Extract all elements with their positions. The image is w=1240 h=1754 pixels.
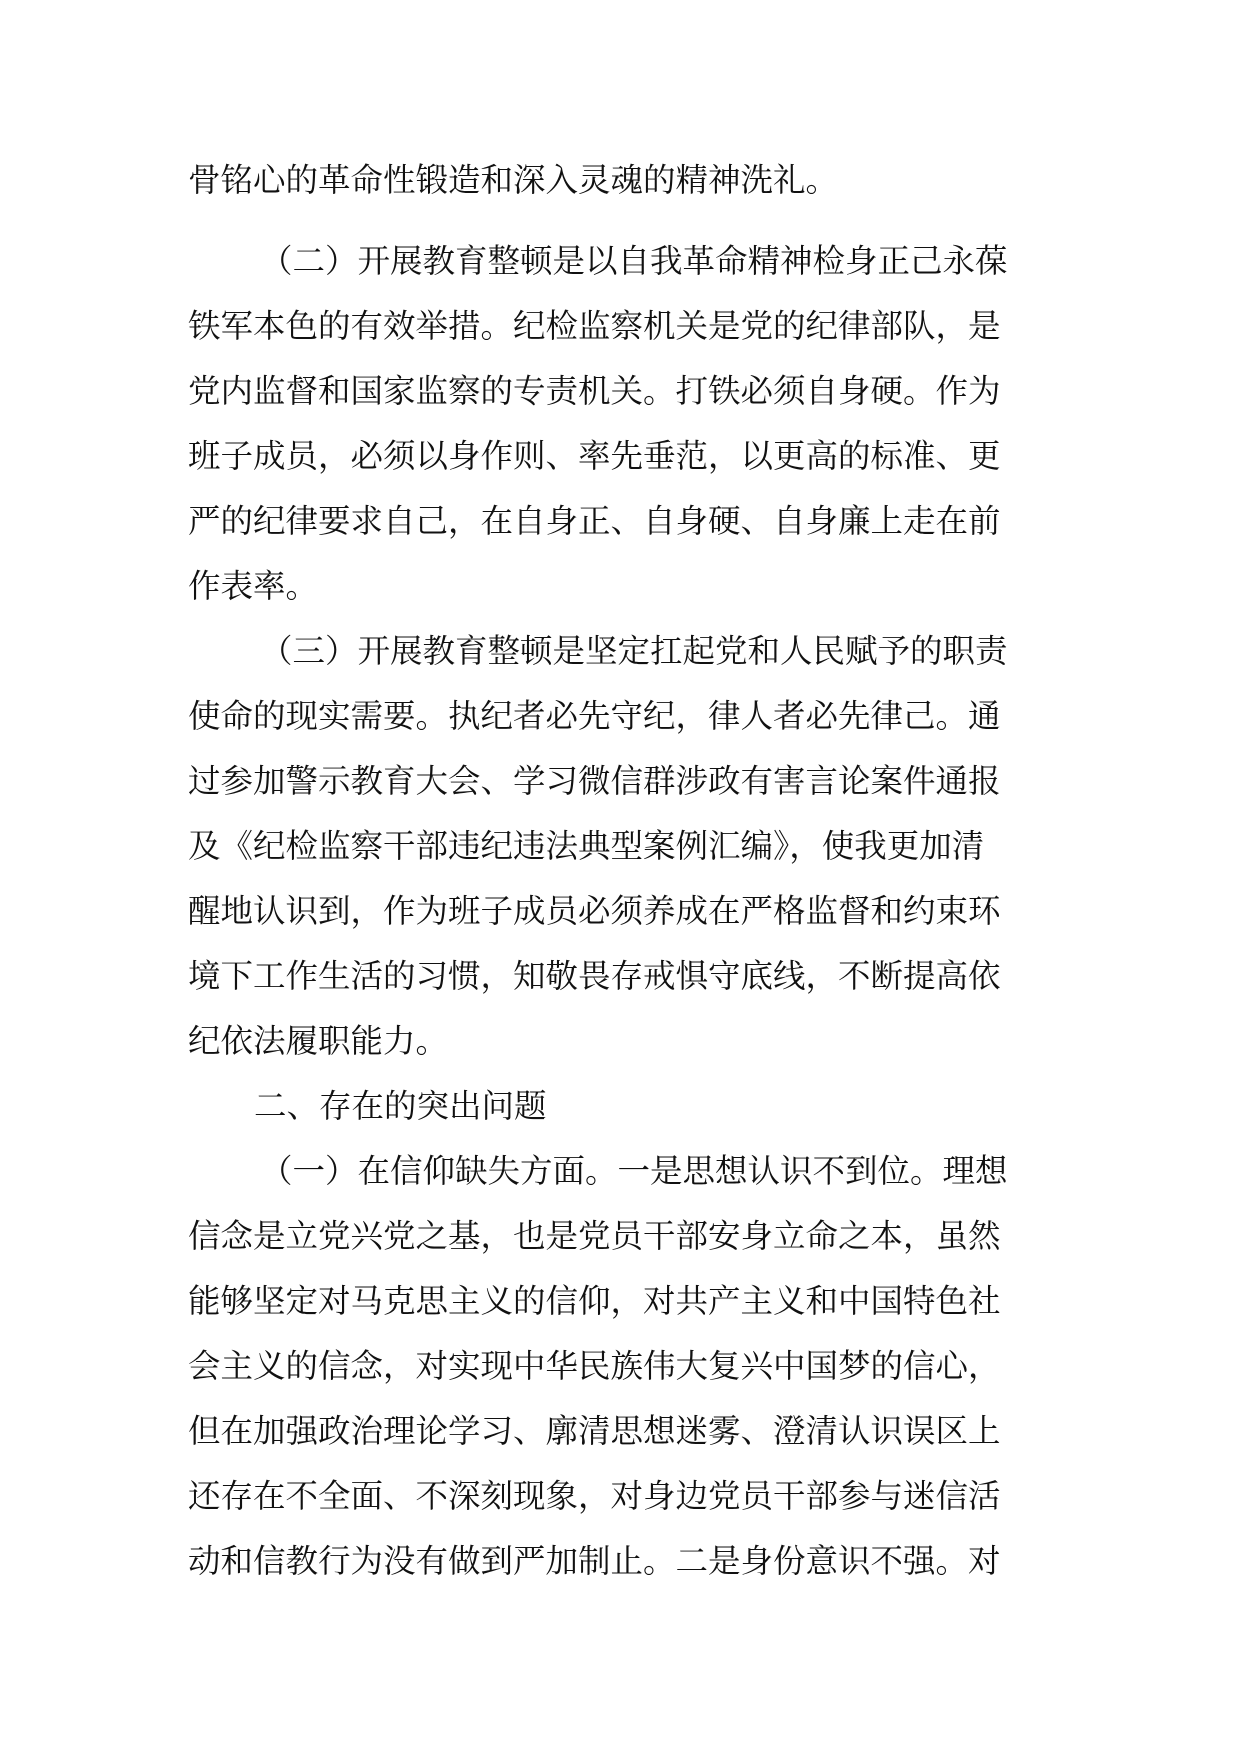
text-line: 境下工作生活的习惯，知敬畏存戒惧守底线，不断提高依 [188,957,1001,995]
text-line: 作表率。 [188,567,319,605]
text-line: 但在加强政治理论学习、廓清思想迷雾、澄清认识误区上 [188,1412,1001,1450]
paragraph-3-start: （三）开展教育整顿是坚定扛起党和人民赋予的职责 [260,632,1008,670]
text-line: 严的纪律要求自己，在自身正、自身硬、自身廉上走在前 [188,502,1001,540]
text-line: 骨铭心的革命性锻造和深入灵魂的精神洗礼。 [188,161,839,199]
text-line: 醒地认识到，作为班子成员必须养成在严格监督和约束环 [188,892,1001,930]
text-line: 信念是立党兴党之基，也是党员干部安身立命之本，虽然 [188,1217,1001,1255]
text-line: 党内监督和国家监察的专责机关。打铁必须自身硬。作为 [188,372,1001,410]
text-line: 使命的现实需要。执纪者必先守纪，律人者必先律己。通 [188,697,1001,735]
text-line: 还存在不全面、不深刻现象，对身边党员干部参与迷信活 [188,1477,1001,1515]
text-line: 铁军本色的有效举措。纪检监察机关是党的纪律部队，是 [188,307,1001,345]
text-line: 动和信教行为没有做到严加制止。二是身份意识不强。对 [188,1542,1001,1580]
text-line: 班子成员，必须以身作则、率先垂范，以更高的标准、更 [188,437,1001,475]
text-line: 纪依法履职能力。 [188,1022,449,1060]
text-line: 过参加警示教育大会、学习微信群涉政有害言论案件通报 [188,762,1001,800]
text-line: 能够坚定对马克思主义的信仰，对共产主义和中国特色社 [188,1282,1001,1320]
text-line: 及《纪检监察干部违纪违法典型案例汇编》，使我更加清 [188,827,985,865]
paragraph-4-start: （一）在信仰缺失方面。一是思想认识不到位。理想 [260,1152,1008,1190]
text-line: 会主义的信念，对实现中华民族伟大复兴中国梦的信心， [188,1347,1001,1385]
paragraph-2-start: （二）开展教育整顿是以自我革命精神检身正己永葆 [260,242,1008,280]
section-heading: 二、存在的突出问题 [254,1087,547,1125]
document-body [188,161,1052,1594]
